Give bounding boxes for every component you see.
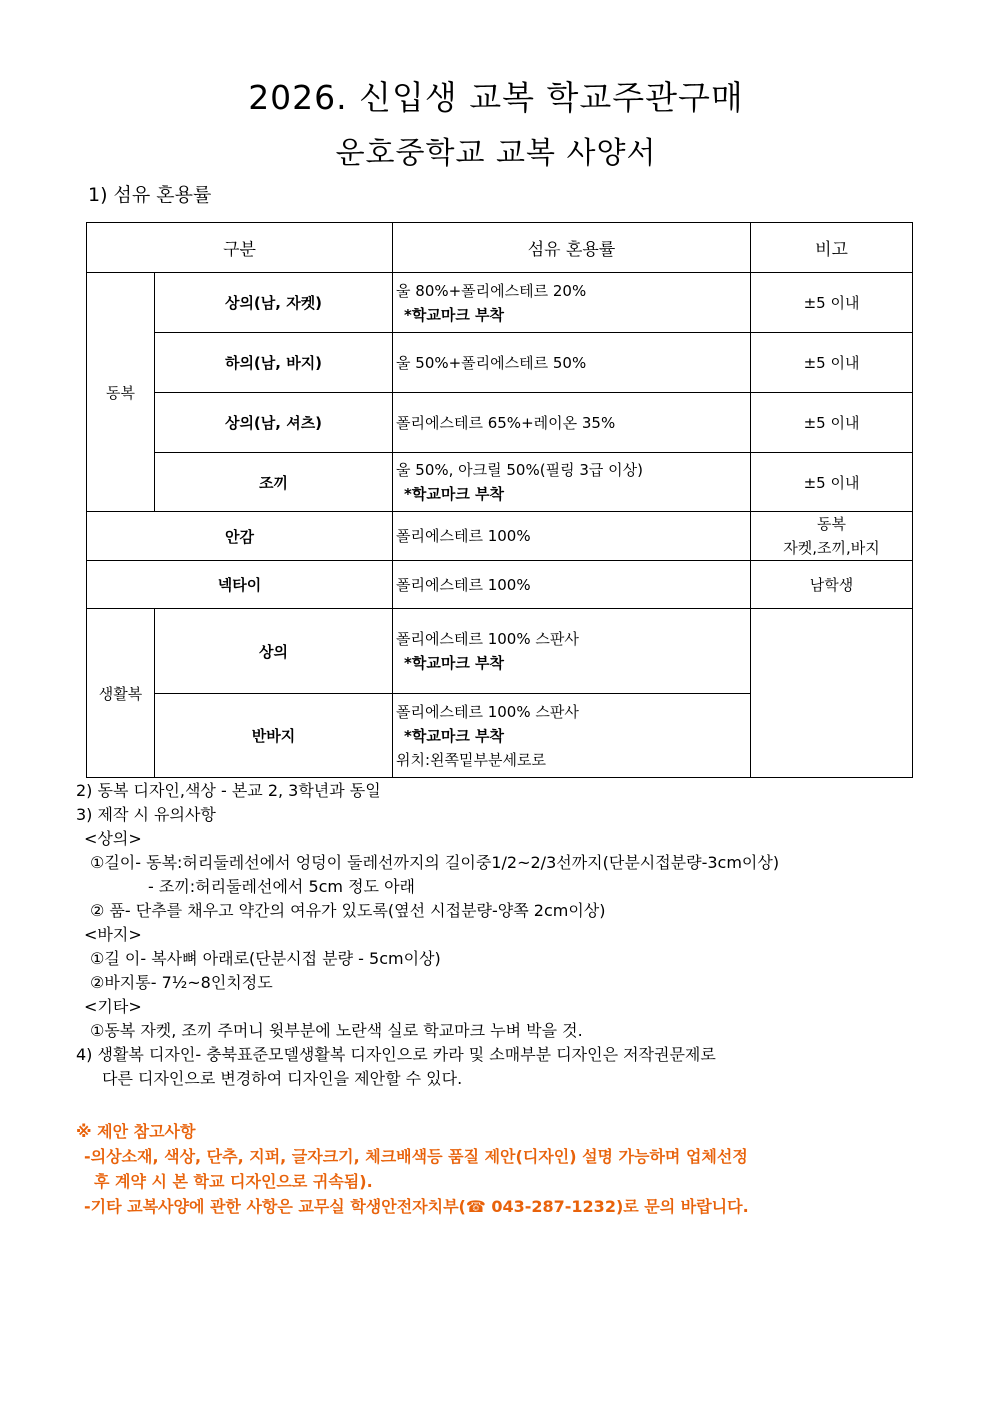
page-subtitle: 운호중학교 교복 사양서	[335, 136, 657, 171]
mark-position: 위치:왼쪽밑부분세로로	[396, 750, 546, 769]
note-3: 3) 제작 시 유의사항	[76, 805, 216, 824]
group-pe: 생활복	[87, 609, 155, 778]
reference-line-1b: 후 계약 시 본 학교 디자인으로 귀속됨).	[94, 1172, 373, 1191]
reference-line-2: -기타 교복사양에 관한 사항은 교무실 학생안전자치부(☎ 043-287-1232)로 문의 바랍니다.	[84, 1197, 749, 1216]
item-vest: 조끼	[155, 453, 393, 512]
note-4: 4) 생활복 디자인- 충북표준모델생활복 디자인으로 카라 및 소매부분 디자인은 저작권문제로	[76, 1045, 716, 1064]
note-jacket: ±5 이내	[751, 273, 913, 333]
header-category: 구분	[87, 223, 393, 273]
page-title: 2026. 신입생 교복 학교주관구매	[248, 78, 744, 117]
note-2: 2) 동복 디자인,색상 - 본교 2, 3학년과 동일	[76, 781, 381, 800]
table-header-row	[87, 223, 913, 273]
table-row	[87, 333, 913, 393]
etc-note-1: ①동복 자켓, 조끼 주머니 윗부분에 노란색 실로 학교마크 누벼 박을 것.	[90, 1021, 583, 1040]
note-lining: 동복 자켓,조끼,바지	[751, 512, 913, 561]
school-mark-note: *학교마크 부착	[404, 305, 505, 324]
fiber-lining: 폴리에스테르 100%	[393, 512, 751, 561]
fiber-table	[86, 222, 913, 778]
school-mark-note: *학교마크 부착	[404, 485, 505, 503]
item-pe-shorts: 반바지	[155, 694, 393, 778]
note-pe	[751, 609, 913, 778]
pants-header: <바지>	[84, 925, 142, 944]
table-row	[87, 453, 913, 512]
item-necktie: 넥타이	[87, 561, 393, 609]
reference-section	[76, 1119, 956, 1219]
fiber-pe-top: 폴리에스테르 100% 스판사 *학교마크 부착	[393, 609, 751, 694]
table-row	[87, 561, 913, 609]
top-note-1b: - 조끼:허리둘레선에서 5cm 정도 아래	[148, 877, 415, 896]
top-note-2: ② 품- 단추를 채우고 약간의 여유가 있도록(옆선 시접분량-양쪽 2cm이상)	[90, 901, 606, 920]
item-lining: 안감	[87, 512, 393, 561]
reference-title: ※ 제안 참고사항	[76, 1122, 196, 1141]
reference-line-1: -의상소재, 색상, 단추, 지퍼, 글자크기, 체크배색등 품질 제안(디자인) 설명 가능하며 업체선정	[84, 1147, 748, 1166]
item-jacket: 상의(남, 자켓)	[155, 273, 393, 333]
fiber-jacket: 울 80%+폴리에스테르 20% *학교마크 부착	[393, 273, 751, 333]
table-row	[87, 273, 913, 333]
school-mark-note: *학교마크 부착	[404, 654, 505, 672]
item-pants: 하의(남, 바지)	[155, 333, 393, 393]
item-pe-top: 상의	[155, 609, 393, 694]
header-fiber: 섬유 혼용률	[393, 223, 751, 273]
note-shirt: ±5 이내	[751, 393, 913, 453]
group-winter: 동복	[87, 273, 155, 512]
table-row	[87, 609, 913, 694]
fiber-necktie: 폴리에스테르 100%	[393, 561, 751, 609]
table-row	[87, 512, 913, 561]
fiber-shirt: 폴리에스테르 65%+레이온 35%	[393, 393, 751, 453]
note-necktie: 남학생	[751, 561, 913, 609]
notes-section	[76, 779, 956, 1091]
item-shirt: 상의(남, 셔츠)	[155, 393, 393, 453]
pants-note-2: ②바지통- 7½~8인치정도	[90, 973, 273, 992]
section-fiber-heading: 1) 섬유 혼용률	[88, 184, 212, 206]
top-note-1: ①길이- 동복:허리둘레선에서 엉덩이 둘레선까지의 길이중1/2~2/3선까지(단분시접분량-3cm이상)	[90, 853, 780, 872]
note-4b: 다른 디자인으로 변경하여 디자인을 제안할 수 있다.	[102, 1069, 463, 1088]
pants-note-1: ①길 이- 복사뼈 아래로(단분시접 분량 - 5cm이상)	[90, 949, 441, 968]
note-vest: ±5 이내	[751, 453, 913, 512]
fiber-vest: 울 50%, 아크릴 50%(필링 3급 이상) *학교마크 부착	[393, 453, 751, 512]
top-header: <상의>	[84, 829, 142, 848]
fiber-pants: 울 50%+폴리에스테르 50%	[393, 333, 751, 393]
school-mark-note: *학교마크 부착	[404, 726, 505, 745]
fiber-pe-shorts: 폴리에스테르 100% 스판사 *학교마크 부착 위치:왼쪽밑부분세로로	[393, 694, 751, 778]
note-pants: ±5 이내	[751, 333, 913, 393]
table-row	[87, 393, 913, 453]
header-note: 비고	[751, 223, 913, 273]
etc-header: <기타>	[84, 997, 142, 1016]
